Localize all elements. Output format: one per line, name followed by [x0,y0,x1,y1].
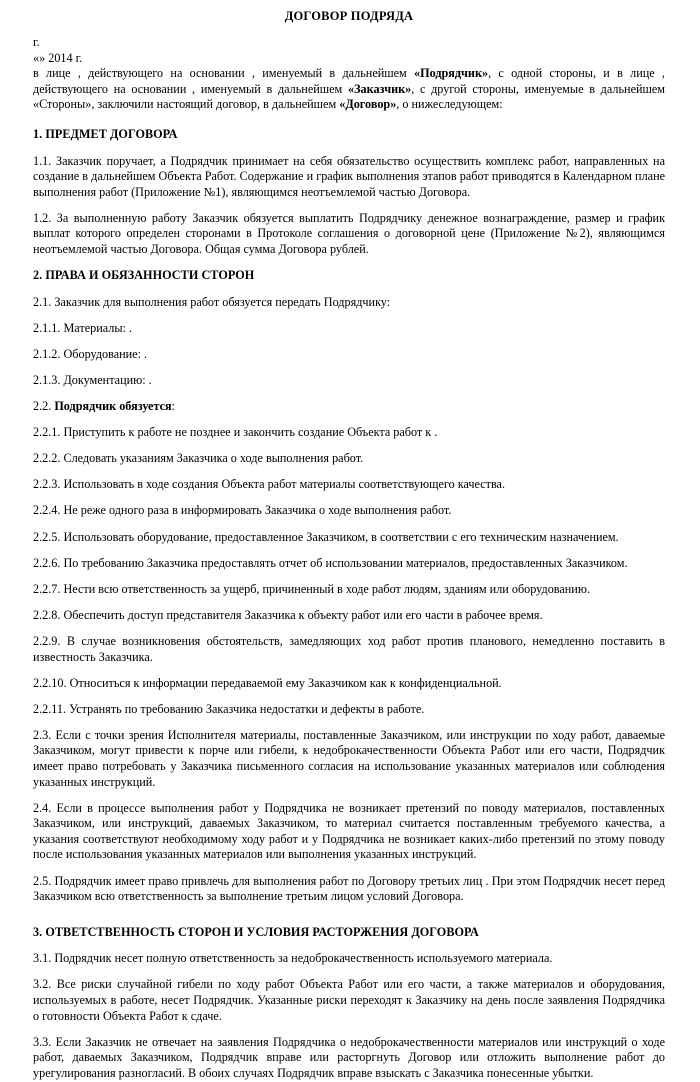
clause-2-2-9: 2.2.9. В случае возникновения обстоятельств, замедляющих ход работ против планового, немедленно поставить в известность Заказчика. [33,633,665,664]
section-3-heading: 3. ОТВЕТСТВЕННОСТЬ СТОРОН И УСЛОВИЯ РАСТОРЖЕНИЯ ДОГОВОРА [33,924,479,939]
clause-2-2-3: 2.2.3. Использовать в ходе создания Объекта работ материалы соответствующего качества. [33,477,505,492]
clause-2-2-4: 2.2.4. Не реже одного раза в информировать Заказчика о ходе выполнения работ. [33,503,452,518]
clause-2-2-5: 2.2.5. Использовать оборудование, предоставленное Заказчиком, в соответствии с его техническим назначением. [33,529,619,544]
preamble-city-line: г. [33,35,40,49]
clause-2-2-2: 2.2.2. Следовать указаниям Заказчика о ходе выполнения работ. [33,451,364,466]
clause-1-1: 1.1. Заказчик поручает, а Подрядчик принимает на себя обязательство осуществить комплекс работ, направленных на создание в дальнейшем Объекта Работ. Содержание и график выполнения этапов работ приводятся в Календарном плане выполнения работ (Приложение №1), являющимся неотъемлемой частью Договора. [33,153,665,199]
clause-2-2-7: 2.2.7. Нести всю ответственность за ущерб, причиненный в ходе работ людям, зданиям или оборудованию. [33,581,590,596]
clause-2-2-number: 2.2. [33,399,55,414]
section-1 [33,127,665,258]
section-2 [33,268,665,905]
clause-2-2-8: 2.2.8. Обеспечить доступ представителя Заказчика к объекту работ или его части в рабочее время. [33,607,543,622]
clause-2-3: 2.3. Если с точки зрения Исполнителя материалы, поставленные Заказчиком, или инструкции по ходу работ, даваемые Заказчиком, могут привести к порче или гибели, к недоброкачественности Объекта Работ или его части, Подрядчик имеет право потребовать у Заказчика письменного согласия на использование указанных материалов или соблюдения указанных инструкций. [33,727,665,789]
clause-3-2: 3.2. Все риски случайной гибели по ходу работ Объекта Работ или его части, а также материалов и оборудования, используемых в работе, несет Подрядчик. Указанные риски переходят к Заказчику на день после заявления Подрядчика о готовности Объекта Работ к сдаче. [33,977,665,1023]
clause-1-2: 1.2. За выполненную работу Заказчик обязуется выплатить Подрядчику денежное вознаграждение, размер и график выплат которого определен сторонами в Протоколе соглашения о договорной цене (Приложение №2), являющимся неотъемлемой частью Договора. Общая сумма Договора рублей. [33,210,665,257]
clause-2-2-bold-lead: Подрядчик обязуется [54,399,172,414]
defined-term-contractor: «Подрядчик» [414,66,489,81]
document-title: ДОГОВОР ПОДРЯДА [284,9,414,23]
defined-term-customer: «Заказчик» [347,81,412,96]
preamble-parties-text-2: , с одной стороны, и в лице , действующего на основании , именуемый в дальнейшем [33,66,669,96]
clause-2-2-11: 2.2.11. Устранять по требованию Заказчика недостатки и дефекты в работе. [33,701,425,716]
preamble-parties-text-1: в лице , действующего на основании , именуемый в дальнейшем [33,66,415,81]
clause-2-1-1: 2.1.1. Материалы: . [33,320,133,335]
preamble-parties-paragraph [33,66,669,113]
section-3 [33,925,665,1082]
clause-2-1-2: 2.1.2. Оборудование: . [33,346,148,361]
clause-2-2 [33,399,665,415]
preamble-block [33,35,669,113]
clause-2-1-3: 2.1.3. Документацию: . [33,373,152,387]
clause-3-3: 3.3. Если Заказчик не отвечает на заявления Подрядчика о недоброкачественности материалов или инструкций о ходе работ, даваемых Заказчиком, Подрядчик вправе или расторгнуть Договор или отложить выполнение работ до урегулирования разногласий. В обоих случаях Подрядчик вправе взыскать с Заказчика понесенные убытки. [33,1034,665,1080]
clause-2-1: 2.1. Заказчик для выполнения работ обязуется передать Подрядчику: [33,294,391,309]
clause-2-2-colon: : [171,399,175,414]
clause-2-4: 2.4. Если в процессе выполнения работ у Подрядчика не возникает претензий по поводу материалов, поставленных Заказчиком, или инструкций, даваемых Заказчиком, то материал считается поставленным требуемого качества, а указания соответствуют необходимому ходу работ и у Подрядчика не возникает каких-либо претензий по этому поводу после использования указанных материалов или выполнения указанных инструкций. [33,800,665,862]
defined-term-agreement: «Договор» [339,97,397,112]
clause-2-2-6: 2.2.6. По требованию Заказчика предоставлять отчет об использовании материалов, предоставленных Заказчиком. [33,555,628,570]
clause-2-2-1: 2.2.1. Приступить к работе не позднее и закончить создание Объекта работ к . [33,425,438,440]
clause-3-1: 3.1. Подрядчик несет полную ответственность за недоброкачественность используемого материала. [33,951,553,966]
clause-2-5: 2.5. Подрядчик имеет право привлечь для выполнения работ по Договору третьих лиц . При этом Подрядчик несет перед Заказчиком всю ответственность за выполнение третьим лицом условий Договора. [33,873,665,904]
section-1-heading: 1. ПРЕДМЕТ ДОГОВОРА [33,126,178,141]
clause-2-2-10: 2.2.10. Относиться к информации передаваемой ему Заказчиком как к конфиденциальной. [33,675,502,690]
preamble-date-line: «» 2014 г. [33,50,83,65]
preamble-parties-text-4: , о нижеследующем: [396,97,503,112]
section-2-heading: 2. ПРАВА И ОБЯЗАННОСТИ СТОРОН [33,268,255,283]
preamble-parties-text-3: , с другой стороны, именуемые в дальнейшем «Стороны», заключили настоящий договор, в дальнейшем [33,81,669,112]
